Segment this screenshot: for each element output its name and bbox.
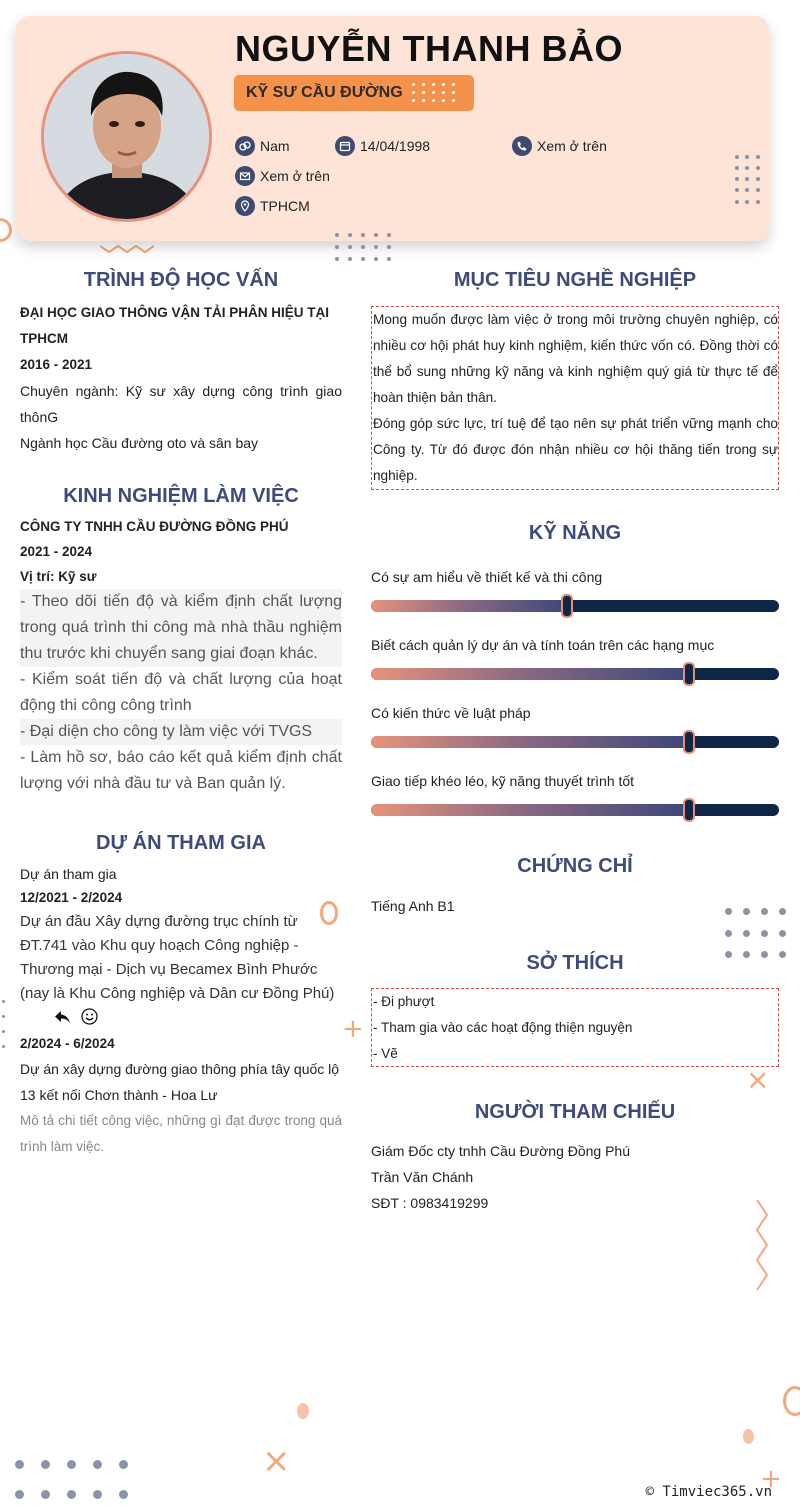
education-major: Chuyên ngành: Kỹ sư xây dựng công trình giao thônG	[20, 383, 342, 425]
deco-cross: ×	[746, 1063, 770, 1096]
hobbies-title: SỞ THÍCH	[526, 952, 624, 974]
experience-duty: - Đại diện cho công ty làm việc với TVGS	[20, 719, 342, 745]
project-note: Mô tả chi tiết công việc, những gì đạt được trong quá trình làm việc.	[20, 1113, 342, 1154]
skill-bar	[371, 668, 779, 680]
project-period: 2/2024 - 6/2024	[20, 1036, 115, 1051]
reply-icon[interactable]	[54, 1008, 72, 1033]
calendar-icon	[335, 136, 355, 156]
skill-label: Biết cách quản lý dự án và tính toán trên các hạng mục	[371, 637, 715, 653]
experience-period: 2021 - 2024	[20, 544, 93, 559]
hobby-item: - Vẽ	[373, 1046, 398, 1061]
education-subject: Ngành học Cầu đường oto và sân bay	[20, 435, 259, 451]
smiley-icon[interactable]	[80, 1007, 99, 1033]
objective-paragraph: Mong muốn được làm việc ở trong môi trường chuyên nghiệp, có nhiều cơ hội phát huy kinh nghiệm, kiến thức vốn có. Đồng thời có thể bổ sung những kỹ năng và kinh nghiệm quý giá từ thực tế để hoàn thiện bản thân.	[373, 312, 778, 405]
deco-zigzag-vertical	[755, 1200, 769, 1290]
reference-line: SĐT : 0983419299	[371, 1195, 489, 1211]
skill-fill	[371, 804, 689, 816]
projects-subtitle: Dự án tham gia	[20, 866, 117, 882]
birthday-value: 14/04/1998	[360, 138, 431, 154]
project-description: Dự án đầu Xây dựng đường trục chính từ ĐT.741 vào Khu quy hoạch Công nghiệp - Thương mại - Dịch vụ Becamex Bình Phước (nay là Khu Công nghiệp và Dân cư Đồng Phú)	[20, 913, 335, 1002]
email-value: Xem ở trên	[260, 168, 330, 184]
avatar	[41, 51, 212, 222]
education-period: 2016 - 2021	[20, 357, 93, 372]
deco-ring-left	[0, 218, 12, 242]
deco-oval	[297, 1403, 309, 1419]
birthday-info	[335, 136, 430, 156]
objective-paragraph: Đóng góp sức lực, trí tuệ để tạo nên sự phát triển vững mạnh cho Công ty. Từ đó được đón nhận nhiều cơ hội thăng tiến trong sự nghiệp.	[373, 416, 778, 483]
experience-duty: - Kiểm soát tiến độ và chất lượng của hoạt động thi công công trình	[20, 667, 342, 719]
skill-bar	[371, 736, 779, 748]
candidate-name: NGUYỄN THANH BẢO	[235, 28, 624, 69]
experience-company: CÔNG TY TNHH CẦU ĐƯỜNG ĐỒNG PHÚ	[20, 519, 289, 534]
skill-bar	[371, 804, 779, 816]
footer-brand: © Timviec365.vn	[645, 1484, 772, 1500]
job-title-badge	[234, 75, 474, 111]
education-school: ĐẠI HỌC GIAO THÔNG VẬN TẢI PHÂN HIỆU TẠI TPHCM	[20, 305, 330, 346]
deco-oval	[743, 1429, 754, 1444]
project-actions	[20, 1006, 342, 1032]
email-info	[235, 166, 330, 186]
deco-plus: +	[342, 1014, 364, 1044]
experience-section	[20, 514, 342, 797]
skill-knob[interactable]	[561, 594, 573, 618]
skill-knob[interactable]	[683, 798, 695, 822]
address-value: TPHCM	[260, 198, 310, 214]
education-section	[20, 300, 342, 456]
envelope-icon	[235, 166, 255, 186]
skill-fill	[371, 736, 689, 748]
deco-ring	[783, 1386, 800, 1416]
skill-label: Có sự am hiểu về thiết kế và thi công	[371, 569, 603, 585]
skill-fill	[371, 668, 689, 680]
gender-value: Nam	[260, 138, 290, 154]
hobby-item: - Đi phượt	[373, 994, 435, 1009]
skill-label: Có kiến thức về luật pháp	[371, 705, 531, 721]
reference-line: Trần Văn Chánh	[371, 1169, 474, 1185]
reference-line: Giám Đốc cty tnhh Cầu Đường Đồng Phú	[371, 1143, 631, 1159]
gender-info	[235, 136, 290, 156]
phone-value: Xem ở trên	[537, 138, 607, 154]
projects-section	[20, 862, 342, 1160]
phone-icon	[512, 136, 532, 156]
skill-fill	[371, 600, 567, 612]
badge-dots	[410, 81, 466, 105]
certificates-title: CHỨNG CHỈ	[517, 855, 633, 877]
experience-duty: - Theo dõi tiến độ và kiểm định chất lượng trong quá trình thi công mà nhà thầu nghiệm thu trước khi chuyển sang giai đoạn khác.	[20, 589, 342, 667]
skills-title: KỸ NĂNG	[528, 522, 622, 544]
references-section	[371, 1138, 779, 1216]
deco-ring	[320, 901, 338, 925]
experience-title: KINH NGHIỆM LÀM VIỆC	[63, 485, 299, 507]
education-title: TRÌNH ĐỘ HỌC VẤN	[83, 269, 279, 291]
phone-info	[512, 136, 607, 156]
experience-duty: - Làm hồ sơ, báo cáo kết quả kiểm định chất lượng với nhà đầu tư và Ban quản lý.	[20, 745, 342, 797]
experience-position: Vị trí: Kỹ sư	[20, 569, 97, 584]
projects-title: DỰ ÁN THAM GIA	[96, 832, 266, 854]
references-title: NGƯỜI THAM CHIẾU	[474, 1101, 676, 1123]
certificate-item: Tiếng Anh B1	[371, 898, 455, 914]
location-pin-icon	[235, 196, 255, 216]
job-title: KỸ SƯ CẦU ĐƯỜNG	[246, 84, 403, 101]
hobbies-box	[371, 988, 779, 1067]
hobby-item: - Tham gia vào các hoạt động thiện nguyện	[373, 1020, 633, 1035]
project-description: Dự án xây dựng đường giao thông phía tây quốc lộ 13 kết nối Chơn thành - Hoa Lư	[20, 1061, 340, 1103]
address-info	[235, 196, 310, 216]
objective-title: MỤC TIÊU NGHỀ NGHIỆP	[453, 269, 697, 291]
skill-knob[interactable]	[683, 662, 695, 686]
deco-zigzag	[100, 244, 154, 254]
skill-knob[interactable]	[683, 730, 695, 754]
deco-cross: ×	[262, 1441, 291, 1481]
objective-box	[371, 306, 779, 490]
project-period: 12/2021 - 2/2024	[20, 890, 123, 905]
gender-icon	[235, 136, 255, 156]
skill-bar	[371, 600, 779, 612]
skill-label: Giao tiếp khéo léo, kỹ năng thuyết trình tốt	[371, 773, 635, 789]
deco-plus: +	[760, 1464, 782, 1494]
